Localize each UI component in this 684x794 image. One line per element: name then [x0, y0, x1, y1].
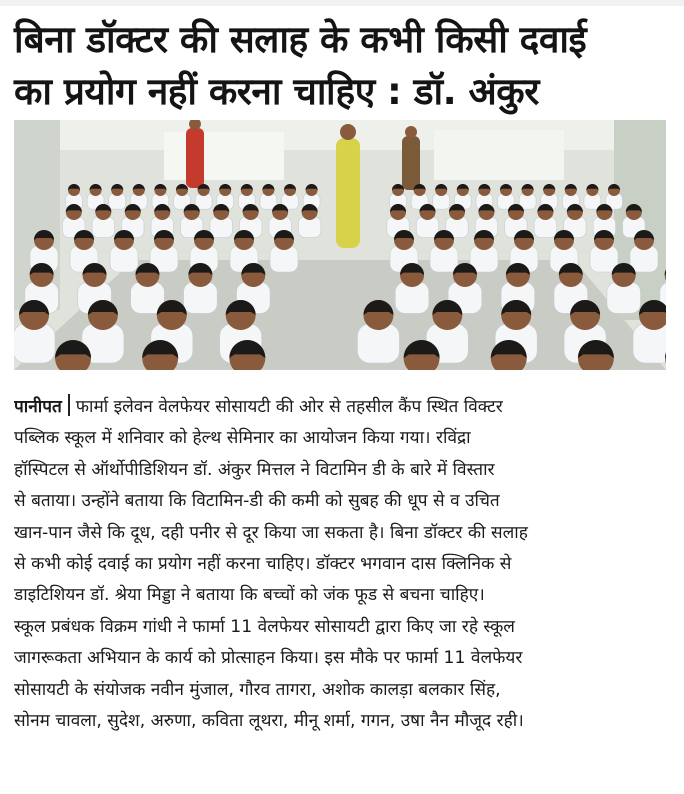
article-line-11: सोनम चावला, सुदेश, अरुणा, कविता लूथरा, मीनू शर्मा, गगन, उषा नैन मौजूद रही।	[14, 711, 524, 732]
article-line-1	[14, 392, 670, 423]
article-line-7: डाइटिशियन डॉ. श्रेया मिड्डा ने बताया कि बच्चों को जंक फूड से बचना चाहिए।	[14, 585, 485, 606]
headline-line-2: का प्रयोग नहीं करना चाहिए : डॉ. अंकुर	[14, 70, 539, 113]
article-line-4: से बताया। उन्होंने बताया कि विटामिन-डी की कमी को सुबह की धूप से व उचित	[14, 491, 500, 512]
photo-teacher-red	[186, 120, 204, 188]
headline	[14, 14, 674, 118]
article-line-3: हॉस्पिटल से ऑर्थोपीडिशियन डॉ. अंकुर मित्तल ने विटामिन डी के बारे में विस्तार	[14, 459, 495, 480]
article-line-10: सोसायटी के संयोजक नवीन मुंजाल, गौरव तागरा, अशोक कालड़ा बलकार सिंह,	[14, 679, 501, 700]
dateline: पानीपत	[14, 397, 62, 417]
article-line-6: से कभी कोई दवाई का प्रयोग नहीं करना चाहिए। डॉक्टर भगवान दास क्लिनिक से	[14, 554, 512, 575]
seminar-photo	[14, 120, 666, 370]
dateline-separator	[68, 394, 70, 416]
top-rule	[0, 0, 684, 6]
headline-line-1: बिना डॉक्टर की सलाह के कभी किसी दवाई	[14, 18, 587, 61]
article-body	[14, 392, 670, 737]
article-line-9: जागरूकता अभियान के कार्य को प्रोत्साहन किया। इस मौके पर फार्मा 11 वेलफेयर	[14, 648, 523, 669]
article-line-1-text: फार्मा इलेवन वेलफेयर सोसायटी की ओर से तहसील कैंप स्थित विक्टर	[75, 397, 503, 417]
photo-window-2	[434, 130, 564, 180]
article-line-5: खान-पान जैसे कि दूध, दही पनीर से दूर किया जा सकता है। बिना डॉक्टर की सलाह	[14, 522, 528, 543]
photo-teacher-yellow	[336, 124, 360, 248]
photo-window	[164, 132, 284, 180]
article-line-2: पब्लिक स्कूल में शनिवार को हेल्थ सेमिनार का आयोजन किया गया। रविंद्रा	[14, 428, 471, 449]
article-line-8: स्कूल प्रबंधक विक्रम गांधी ने फार्मा 11 वेलफेयर सोसायटी द्वारा किए जा रहे स्कूल	[14, 616, 515, 637]
